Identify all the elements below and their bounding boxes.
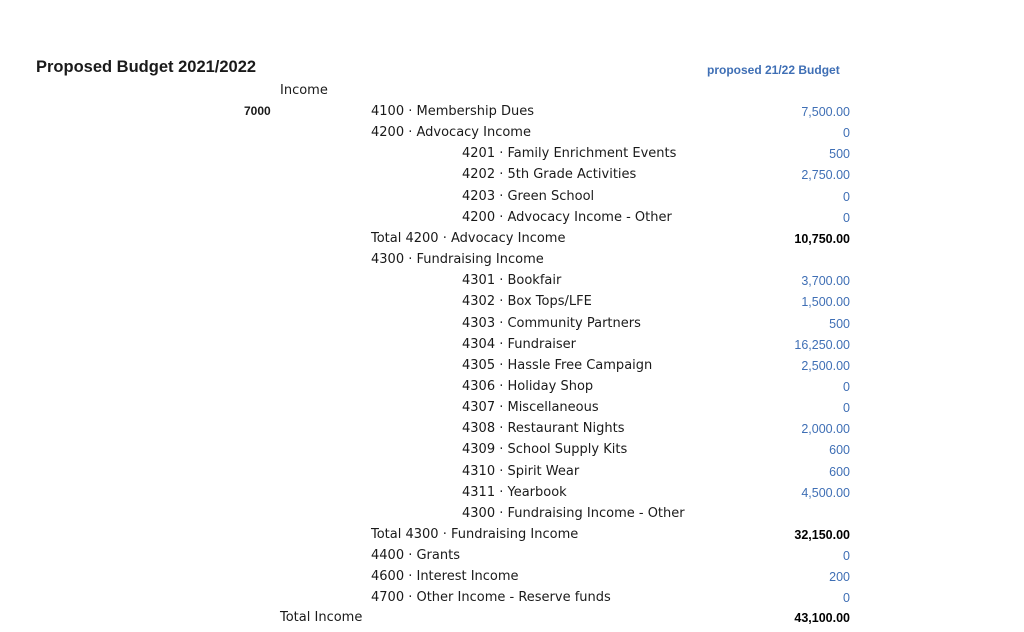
budget-row-label: 4202 · 5th Grade Activities [462,167,637,183]
budget-row-amount: 600 [829,464,850,479]
page-title: Proposed Budget 2021/2022 [36,58,257,76]
budget-row-amount: 500 [829,147,850,162]
budget-row-amount: 0 [843,379,850,394]
budget-row [0,587,1024,608]
budget-row [0,207,1024,228]
budget-row-amount: 16,250.00 [794,337,850,352]
budget-row [0,439,1024,460]
budget-row-label: Total 4300 · Fundraising Income [371,527,579,542]
budget-row-label: 4700 · Other Income - Reserve funds [371,590,611,606]
budget-row-amount: 600 [829,443,850,458]
budget-row [0,122,1024,143]
budget-row [0,461,1024,482]
column-header-proposed-budget: proposed 21/22 Budget [707,63,840,77]
budget-row [0,313,1024,334]
budget-row-amount: 10,750.00 [794,231,850,246]
budget-row-label: 4307 · Miscellaneous [462,400,599,416]
budget-row [0,186,1024,207]
budget-total-row [0,524,1024,545]
budget-row-amount: 0 [843,126,850,141]
budget-row [0,143,1024,164]
budget-row-label: 4200 · Advocacy Income [371,125,531,141]
budget-row-amount: 1,500.00 [801,295,850,310]
budget-row [0,291,1024,312]
grand-total-amount: 43,100.00 [794,611,850,625]
budget-row-amount: 0 [843,210,850,225]
budget-row [0,418,1024,439]
budget-row [0,101,1024,122]
budget-row-label: 4203 · Green School [462,188,595,204]
budget-row-label: 4310 · Spirit Wear [462,463,580,479]
budget-row-amount: 0 [843,549,850,564]
budget-row [0,482,1024,503]
budget-row [0,397,1024,418]
budget-row [0,334,1024,355]
budget-row [0,545,1024,566]
budget-row-label: 4309 · School Supply Kits [462,442,628,458]
budget-row-label: 4100 · Membership Dues [371,104,534,119]
budget-row-label: 4300 · Fundraising Income [371,252,544,268]
budget-row-label: 4300 · Fundraising Income - Other [462,505,685,521]
budget-row-label: 4306 · Holiday Shop [462,378,594,394]
grand-total-label: Total Income [280,610,363,625]
budget-row-amount: 4,500.00 [801,485,850,500]
budget-row-label: 4400 · Grants [371,548,460,564]
budget-row-label: 4600 · Interest Income [371,569,519,585]
budget-row-label: Total 4200 · Advocacy Income [371,230,566,246]
budget-row-amount: 500 [829,316,850,331]
budget-row-amount: 0 [843,189,850,204]
budget-row [0,164,1024,185]
grand-total-row [0,607,1024,628]
budget-row-label: 4200 · Advocacy Income - Other [462,209,672,225]
budget-row-label: 4308 · Restaurant Nights [462,421,625,437]
budget-row [0,566,1024,587]
budget-row-label: 4303 · Community Partners [462,315,641,331]
budget-row [0,503,1024,524]
budget-row-label: 4305 · Hassle Free Campaign [462,357,653,373]
budget-row [0,355,1024,376]
budget-row [0,376,1024,397]
section-label-income: Income [280,83,328,98]
budget-row-amount: 7,500.00 [801,105,850,119]
budget-row-amount: 3,700.00 [801,274,850,289]
budget-row-amount: 2,000.00 [801,422,850,437]
budget-row-amount: 200 [829,570,850,585]
budget-row-amount: 0 [843,591,850,606]
account-code: 7000 [244,104,271,118]
budget-row-amount: 2,500.00 [801,358,850,373]
budget-row-label: 4302 · Box Tops/LFE [462,294,592,310]
budget-row-label: 4304 · Fundraiser [462,336,577,352]
budget-row [0,249,1024,270]
budget-row-amount: 0 [843,401,850,416]
budget-row-label: 4301 · Bookfair [462,273,562,289]
budget-total-row [0,228,1024,249]
budget-row-amount: 2,750.00 [801,168,850,183]
budget-row-amount: 32,150.00 [794,528,850,542]
budget-row-label: 4311 · Yearbook [462,484,567,500]
budget-row [0,270,1024,291]
budget-row-label: 4201 · Family Enrichment Events [462,146,677,162]
